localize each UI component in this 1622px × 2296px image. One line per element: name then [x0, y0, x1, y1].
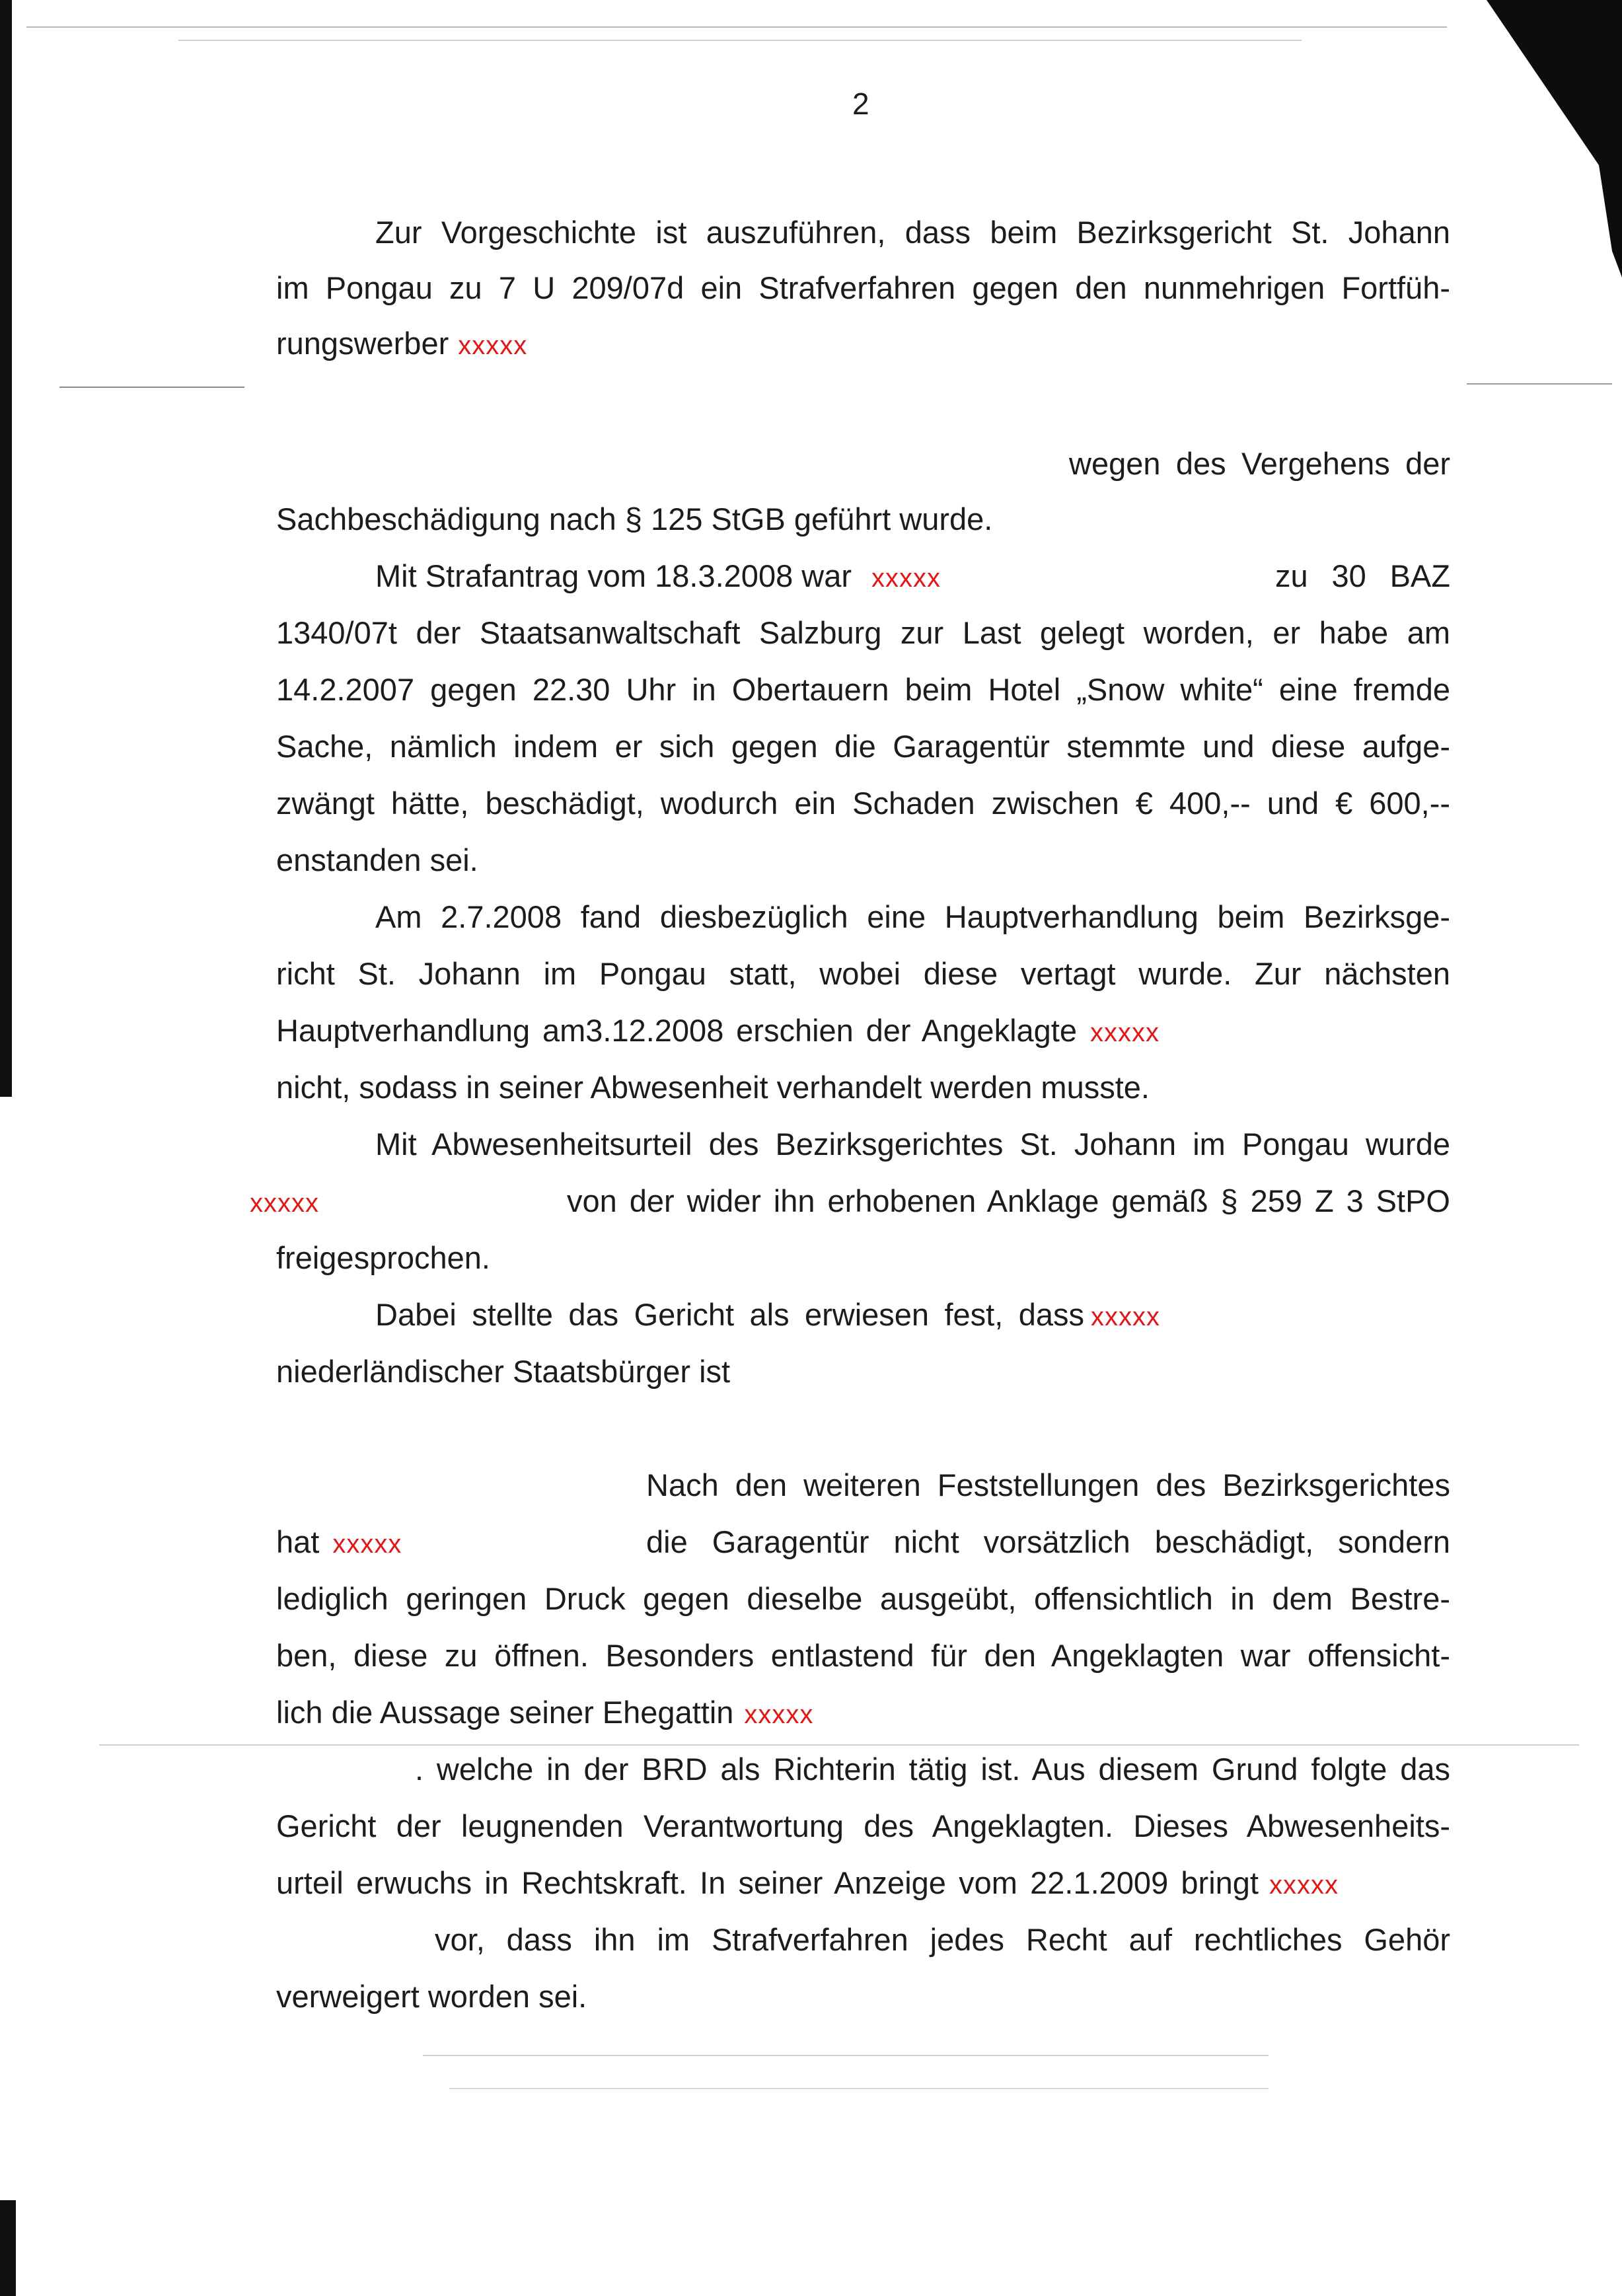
text-line: [375, 897, 1450, 937]
line-text: Mit Abwesenheitsurteil des Bezirksgerichtes St. Johann im Pongau wurde: [375, 1127, 1450, 1162]
line-text: lich die Aussage seiner Ehegattin: [276, 1695, 734, 1730]
text-line: [276, 268, 1450, 308]
left-black-bar: [0, 0, 12, 1097]
line-text: von der wider ihn erhobenen Anklage gemäß § 259 Z 3 StPO: [567, 1183, 1450, 1218]
right-corner-shadow: [1447, 0, 1622, 278]
text-line: [1069, 444, 1450, 484]
text-line: [276, 1806, 1450, 1846]
top-scan-line-2: [178, 40, 1302, 41]
mid-rule: [99, 1744, 1579, 1746]
text-line: [276, 1636, 1450, 1676]
redaction-mark: xxxxx: [1090, 1018, 1160, 1047]
line-text: Hauptverhandlung am3.12.2008 erschien der Angeklagte: [276, 1013, 1077, 1048]
text-line: [276, 670, 1450, 710]
redaction-mark: xxxxx: [871, 564, 941, 593]
line-text: niederländischer Staatsbürger ist: [276, 1354, 731, 1389]
line-text: freigesprochen.: [276, 1240, 490, 1275]
top-scan-line: [26, 26, 1447, 28]
text-line: [276, 727, 1450, 766]
text-line: [276, 840, 478, 880]
line-text: 14.2.2007 gegen 22.30 Uhr in Obertauern beim Hotel „Snow white“ eine fremde: [276, 672, 1450, 707]
line-text: Sache, nämlich indem er sich gegen die Garagentür stemmte und diese aufge-: [276, 729, 1450, 764]
text-line: [375, 213, 1450, 252]
line-text: . welche in der BRD als Richterin tätig ist. Aus diesem Grund folgte das: [415, 1752, 1450, 1787]
line-text: nicht, sodass in seiner Abwesenheit verhandelt werden musste.: [276, 1070, 1150, 1105]
page-number: 2: [852, 87, 869, 121]
line-text: Mit Strafantrag vom 18.3.2008 war: [375, 558, 852, 593]
text-line: [375, 1295, 1160, 1337]
line-text: richt St. Johann im Pongau statt, wobei diese vertagt wurde. Zur nächsten: [276, 956, 1450, 991]
text-line: [276, 1693, 813, 1734]
redaction-mark: xxxxx: [1091, 1302, 1160, 1331]
line-text: Gericht der leugnenden Verantwortung des Angeklagten. Dieses Abwesenheits-: [276, 1808, 1450, 1843]
text-line: [435, 1920, 1450, 1960]
line-text: verweigert worden sei.: [276, 1979, 587, 2014]
redaction-mark: xxxxx: [744, 1700, 814, 1729]
text-line: [567, 1181, 1450, 1221]
text-line: [646, 1465, 1450, 1505]
text-line: [276, 1522, 402, 1564]
text-line: [276, 1068, 1150, 1107]
line-text: die Garagentür nicht vorsätzlich beschädigt, sondern: [646, 1524, 1450, 1559]
text-line: [276, 324, 527, 365]
line-text: lediglich geringen Druck gegen dieselbe ausgeübt, offensichtlich in dem Bestre-: [276, 1581, 1450, 1616]
text-line: [276, 1863, 1339, 1905]
right-margin-rule: [1467, 383, 1612, 385]
line-text: wegen des Vergehens der: [1069, 446, 1450, 481]
text-line: [276, 1579, 1450, 1619]
line-text: Zur Vorgeschichte ist auszuführen, dass beim Bezirksgericht St. Johann: [375, 215, 1450, 250]
text-line: [1275, 556, 1450, 596]
text-line: [415, 1750, 1450, 1789]
line-text: hat: [276, 1524, 320, 1559]
redaction-mark: xxxxx: [458, 331, 528, 360]
text-line: [276, 1352, 730, 1391]
text-line: [646, 1522, 1450, 1562]
left-corner-mark: [0, 2200, 16, 2296]
text-line: [276, 613, 1450, 653]
text-line: [276, 784, 1450, 823]
line-text: enstanden sei.: [276, 842, 478, 877]
text-line: [276, 1977, 587, 2017]
line-text: zwängt hätte, beschädigt, wodurch ein Schaden zwischen € 400,-- und € 600,--: [276, 786, 1450, 821]
line-text: Am 2.7.2008 fand diesbezüglich eine Hauptverhandlung beim Bezirksge-: [375, 899, 1450, 934]
line-text: im Pongau zu 7 U 209/07d ein Strafverfahren gegen den nunmehrigen Fortfüh-: [276, 270, 1450, 305]
line-text: rungswerber: [276, 326, 449, 361]
line-text: urteil erwuchs in Rechtskraft. In seiner Anzeige vom 22.1.2009 bringt: [276, 1865, 1259, 1900]
line-text: Nach den weiteren Feststellungen des Bezirksgerichtes: [646, 1467, 1450, 1502]
text-line: [375, 556, 941, 598]
text-line: [276, 500, 992, 539]
text-line: [276, 1011, 1160, 1053]
line-text: 1340/07t der Staatsanwaltschaft Salzburg zur Last gelegt worden, er habe am: [276, 615, 1450, 650]
text-line: [276, 954, 1450, 994]
line-text: ben, diese zu öffnen. Besonders entlastend für den Angeklagten war offensicht-: [276, 1638, 1450, 1673]
margin-rule: [59, 387, 244, 388]
text-line: [250, 1181, 319, 1223]
bottom-rule-2: [449, 2088, 1269, 2089]
line-text: Sachbeschädigung nach § 125 StGB geführt wurde.: [276, 501, 993, 537]
line-text: Dabei stellte das Gericht als erwiesen fest, dass: [375, 1297, 1084, 1332]
redaction-mark: xxxxx: [250, 1189, 319, 1218]
redaction-mark: xxxxx: [332, 1530, 402, 1559]
text-line: [276, 1238, 490, 1278]
redaction-mark: xxxxx: [1269, 1870, 1339, 1900]
bottom-rule-1: [423, 2055, 1269, 2056]
line-text: vor, dass ihn im Strafverfahren jedes Recht auf rechtliches Gehör: [435, 1922, 1450, 1957]
text-line: [375, 1125, 1450, 1164]
line-text: zu 30 BAZ: [1275, 558, 1450, 593]
